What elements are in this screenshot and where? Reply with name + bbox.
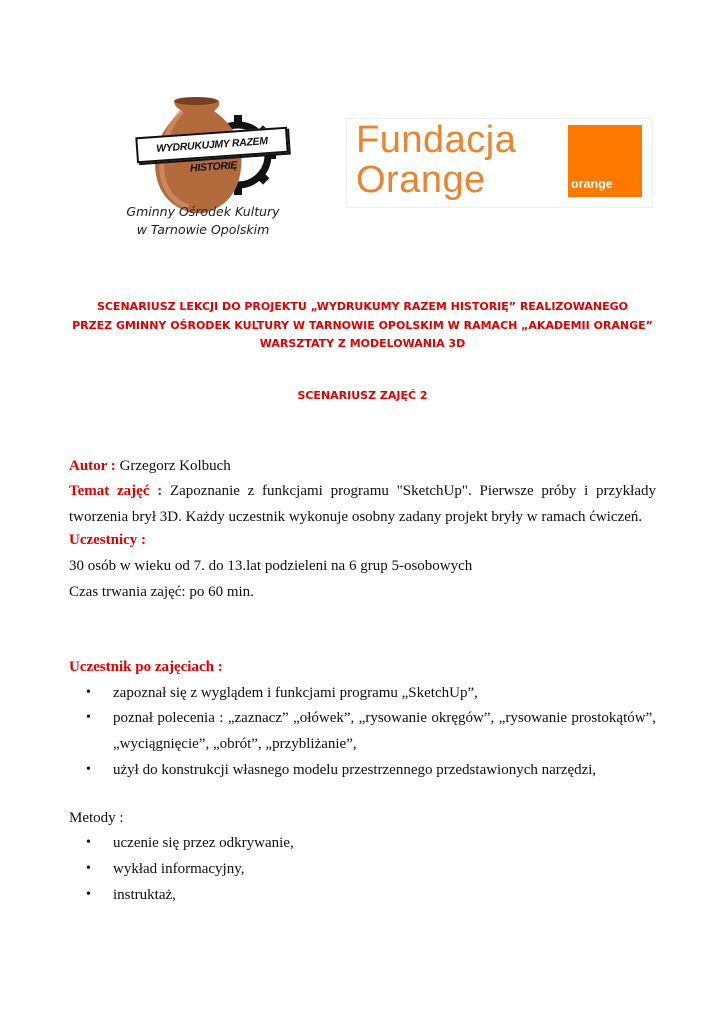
orange-word-large: Orange — [356, 159, 486, 201]
outcome-item-3: użył do konstrukcji własnego modelu przestrzennego przedstawionych narzędzi, — [113, 762, 597, 778]
outcomes-label: Uczestnik po zajęciach : — [69, 659, 223, 675]
method-item-3: instruktaż, — [113, 887, 176, 903]
bullet-icon: • — [86, 710, 91, 725]
outcome-item-1: zapoznał się z wyglądem i funkcjami programu „SketchUp”, — [113, 685, 478, 701]
duration-line: Czas trwania zajęć: po 60 min. — [69, 584, 254, 600]
gok-banner: WYDRUKUJMY RAZEM HISTORIĘ — [135, 127, 288, 164]
bullet-icon: • — [86, 835, 91, 850]
orange-brand-word: orange — [571, 177, 613, 191]
header-line-2: PRZEZ GMINNY OŚRODEK KULTURY W TARNOWIE OPOLSKIM W RAMACH „AKADEMII ORANGE” — [72, 319, 653, 332]
header-line-1: SCENARIUSZ LEKCJI DO PROJEKTU „WYDRUKUMY RAZEM HISTORIĘ” REALIZOWANEGO — [96, 300, 629, 313]
bullet-icon: • — [86, 685, 91, 700]
participants-value: 30 osób w wieku od 7. do 13.lat podzieleni na 6 grup 5-osobowych — [69, 558, 473, 574]
author-line — [69, 456, 231, 476]
methods-label: Metody : — [69, 810, 124, 826]
trademark-symbol: ™ — [634, 178, 638, 183]
method-item-1: uczenie się przez odkrywanie, — [113, 835, 294, 851]
author-label: Autor : — [69, 458, 116, 474]
topic-value: Zapoznanie z funkcjami programu "SketchUp". Pierwsze próby i przykłady tworzenia brył 3D. Każdy uczestnik wykonuje osobny zadany projekt bryły w ramach ćwiczeń. — [69, 483, 656, 525]
list-item — [86, 705, 656, 757]
topic-label: Temat zajęć : — [69, 483, 163, 499]
topic-paragraph — [69, 478, 656, 530]
bullet-icon: • — [86, 762, 91, 777]
bullet-icon: • — [86, 887, 91, 902]
gok-caption-line2: w Tarnowie Opolskim — [136, 222, 270, 237]
fundacja-word: Fundacja — [356, 119, 517, 161]
author-value: Grzegorz Kolbuch — [119, 458, 231, 474]
gok-caption-line1: Gminny Ośrodek Kultury — [126, 204, 280, 219]
header-line-3: WARSZTATY Z MODELOWANIA 3D — [259, 337, 466, 350]
gok-caption — [118, 203, 288, 239]
participants-label: Uczestnicy : — [69, 532, 147, 548]
bullet-icon: • — [86, 861, 91, 876]
outcome-item-2: poznał polecenia : „zaznacz” „ołówek”, „rysowanie okręgów”, „rysowanie prostokątów”, „wyciągnięcie”, „obrót”, „przybliżanie”, — [113, 710, 656, 752]
lesson-subtitle: SCENARIUSZ ZAJĘĆ 2 — [297, 389, 428, 402]
fundacja-orange-wordmark — [356, 120, 566, 200]
method-item-2: wykład informacyjny, — [113, 861, 245, 877]
